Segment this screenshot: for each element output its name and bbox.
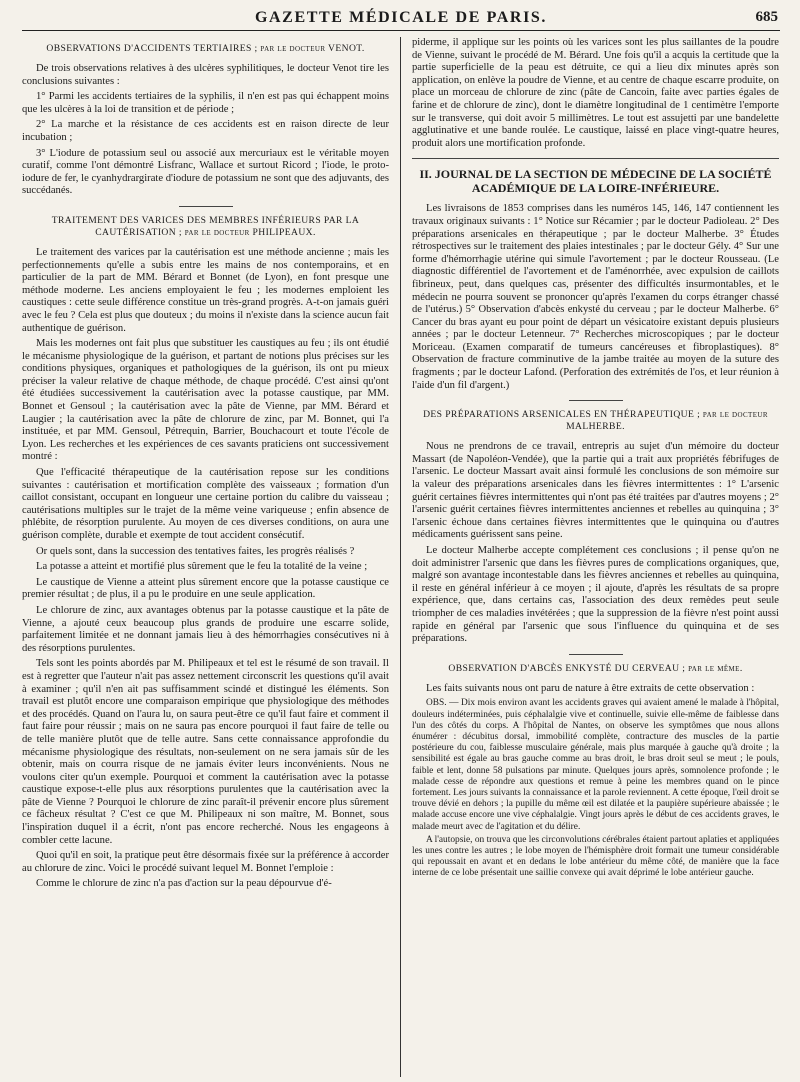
journal-section-title: II. JOURNAL DE LA SECTION DE MÉDECINE DE LA SOCIÉTÉ ACADÉMIQUE DE LA LOIRE-INFÉRIEURE. (419, 167, 772, 196)
paragraph: Le chlorure de zinc, aux avantages obtenus par la potasse caustique et la pâte de Vienne, a ajouté ceux beaucoup plus grands de produire une escarre solide, parfaitement limitée et ne donnant jamais lieu à des hémorrhagies consécutives ni à des résorptions purulentes. (22, 604, 389, 654)
paragraph: 2° La marche et la résistance de ces accidents est en raison directe de leur incubation ; (22, 119, 389, 143)
paragraph: OBS. — Dix mois environ avant les accidents graves qui avaient amené le malade à l'hôpital, douleurs indéterminées, puis céphalalgie vive et continuelle, suivie elle-même de faiblesse dans l'un des côtés du corps. A l'hôpital de Nantes, on observe les symptômes que nous allons énumérer : décubitus dorsal, immobilité complète, contracture des muscles de la partie postérieure du cou, faiblesse musculaire générale, mais plus marquée à gauche qu'à droite ; la sensibilité est égale au bras gauche comme au bras droit, le bras droit seul se meut ; le pouls, faible et lent, donne 58 pulsations par minute. Quelques jours après, somnolence profonde ; le malade cesse de répondre aux questions et remue à peine les membres quand on le pince fortement. Les jours suivants la connaissance et la parole reviennent. A cette époque, l'œil droit se trouve dévié en dehors ; la pupille du même œil est dilatée et la paupière supérieure abaissée ; le malade accuse encore une vive céphalalgie. Vingt jours après le début de ces accidents graves, le malade meurt avec de l'agitation et du délire. (412, 698, 779, 832)
section-divider (179, 206, 233, 207)
paragraph: Or quels sont, dans la succession des tentatives faites, les progrès réalisés ? (36, 545, 355, 557)
paragraph: Les livraisons de 1853 comprises dans les numéros 145, 146, 147 contiennent les travaux originaux suivants : 1° Notice sur Récamier ; par le docteur Padioleau. 2° Des préparations arsenicales en thérapeutique ; par le docteur Malherbe. 3° Études rétrospectives sur le traitement des plaies intestinales ; par le docteur Gély. 4° Sur une forme d'hémorrhagie utérine qui simule l'avortement ; par le docteur Rousseau. (Le diagnostic différentiel de l'avortement et de l'aménorrhée, avec expulsion de caillots fibrineux, peut, dans quelques cas, présenter des difficultés insurmontables, et le médecin ne pourra souvent se prononcer qu'après l'examen du corps étranger chassé de l'utérus.) 5° Observation d'abcès enkysté du cerveau ; par le docteur Malherbe. 6° Cancer du bras ayant eu pour point de départ un vésicatoire existant depuis plusieurs années ; par le docteur Letenneur. 7° Recherches microscopiques ; par le docteur Moriceau. (Examen comparatif de tumeurs cancéreuses et fibroplastiques). 8° Observation de fracture comminutive de la jambe traitée au moyen de la suture des fragments ; par le docteur Lafond. (Perforation des extrémités de l'os, et leur réunion à l'aide d'un fil d'argent.) (412, 203, 779, 391)
paragraph: Nous ne prendrons de ce travail, entrepris au sujet d'un mémoire du docteur Massart (de Napoléon-Vendée), que la partie qui a trait aux propriétés fébrifuges de l'arsenic. Le docteur Massart avait ainsi formulé les conclusions de son mémoire sur la valeur des préparations arsenicales dans les fièvres intermittentes : 1° L'arsenic guérit certaines fièvres intermittentes qui n'ont pas été traitées par d'autres moyens ; 2° l'arsenic guérit certaines fièvres intermittentes anciennes et rebelles au quinquina ; 3° l'arsenic échoue dans certaines fièvres intermittentes que le quinquina ou d'autres médicaments guérissent sans peine. (412, 441, 779, 541)
column-rule (400, 37, 401, 1077)
paragraph: piderme, il applique sur les points où les varices sont les plus saillantes de la poudre de Vienne, suivant le procédé de M. Bérard. Une fois qu'il a acquis la certitude que la partie superficielle de la peau est détruite, ce qui a lieu dix minutes après son application, on enlève la poudre de Vienne, et au centre de chaque escarre produite, on place un morceau de chlorure de zinc (pâte de Cancoin, faite avec parties égales de farine et de chlorure de zinc), dont le diamètre longitudinal de 1 centimètre l'emporte sur le transverse, qui doit avoir 5 millimètres. Le tout est assujetti par une bandelette agglutinative et une bande roulée. Le caustique, laissé en place vingt-quatre heures, produit alors une mortification profonde. (412, 37, 779, 149)
paragraph: Quoi qu'il en soit, la pratique peut être désormais fixée sur la préférence à accorder au chlorure de zinc. Voici le procédé suivant lequel M. Bonnet l'emploie : (22, 850, 389, 874)
observation-block (412, 698, 779, 879)
section-divider (569, 400, 623, 401)
page-number: 685 (755, 9, 778, 25)
section-divider (412, 158, 779, 159)
paragraph: 3° L'iodure de potassium seul ou associé aux mercuriaux est le véritable moyen curatif, comme l'ont démontré Lisfranc, Wallace et surtout Ricord ; l'iode, le proto-iodure de fer, le cyanhydrargirate d'iodure de potassium ne sont que des adjuvants, des succédanés. (22, 147, 389, 197)
paragraph: Le docteur Malherbe accepte complétement ces conclusions ; il pense qu'on ne doit administrer l'arsenic que dans les fièvres pures de complications organiques, que, malgré son avantage incontestable dans les fièvres anciennes et rebelles au quinquina, il reste en général inférieur à ce moyen ; il ajoute, d'après les résultats de sa propre expérience, que, dans certains cas, l'association des deux remèdes peut seule triompher de ces maladies invétérées ; que la suppression de la fièvre n'est point aussi rapide en général par l'arsenic que sous l'influence du quinquina et de ses préparations. (412, 545, 779, 645)
paragraph: Comme le chlorure de zinc n'a pas d'action sur la peau dépourvue d'é- (36, 878, 332, 890)
two-column-body (22, 37, 780, 1077)
paragraph: De trois observations relatives à des ulcères syphilitiques, le docteur Venot tire les conclusions suivantes : (22, 63, 389, 87)
journal-title: GAZETTE MÉDICALE DE PARIS. (254, 9, 547, 26)
paragraph: 1° Parmi les accidents tertiaires de la syphilis, il n'en est pas qui échappent moins que les ulcères à la loi de transition et de période ; (22, 91, 389, 115)
paragraph: Les faits suivants nous ont paru de nature à être extraits de cette observation : (426, 682, 755, 694)
section-title-tertiary: OBSERVATIONS D'ACCIDENTS TERTIAIRES ; par le docteur VENOT. (46, 43, 365, 54)
paragraph: Le traitement des varices par la cautérisation est une méthode ancienne ; mais les perfectionnements qu'elle a subis entre les mains de nos contemporains, et en particulier de la part de MM. Bérard et Bonnet (de Lyon), en font presque une méthode moderne. Les anciens employaient le feu ; les modernes emploient les caustiques : cette seule différence constitue un très-grand progrès. A-t-on jamais guéri avec le feu ? Cela est plus que douteux ; du moins il n'existe dans la science aucun fait authentique de guérison. (22, 246, 389, 334)
paragraph: Le caustique de Vienne a atteint plus sûrement encore que la potasse caustique ce premier résultat ; de plus, il a pu le produire en une seule application. (22, 576, 389, 601)
paragraph: Que l'efficacité thérapeutique de la cautérisation repose sur les conditions suivantes : cautérisation et mortification complète des vaisseaux ; formation d'un caillot consistant, occupant en longueur une certaine portion du calibre du vaisseau ; cautérisations multiples sur le trajet de la même veine variqueuse ; enfin absence de phlébite, de résorption purulente. Au moyen de ces diverses conditions, on aura une guérison complète, durable et exempte de tout accident consécutif. (22, 467, 389, 541)
left-column (22, 37, 397, 1077)
section-title-varices: TRAITEMENT DES VARICES DES MEMBRES INFÉRIEURS PAR LA CAUTÉRISATION ; par le docteur PHILIPEAUX. (51, 214, 360, 238)
paragraph: A l'autopsie, on trouva que les circonvolutions cérébrales étaient partout aplaties et appliquées les unes contre les autres ; le lobe moyen de l'hémisphère droit formait une tumeur considérable qui repoussait en avant et en dedans le lobe antérieur du même côté, de manière que la face interne de ce lobe présentait une saillie convexe qui avait déprimé le lobe antérieur gauche. (412, 834, 779, 879)
section-title-arsenic: DES PRÉPARATIONS ARSENICALES EN THÉRAPEUTIQUE ; par le docteur MALHERBE. (423, 409, 768, 433)
section-title-abces: OBSERVATION D'ABCÈS ENKYSTÉ DU CERVEAU ; par le même. (448, 662, 743, 674)
paragraph: La potasse a atteint et mortifié plus sûrement que le feu la totalité de la veine ; (36, 561, 368, 573)
section-divider (569, 654, 623, 655)
right-column (404, 37, 779, 1077)
page-header (22, 6, 780, 31)
paragraph: Tels sont les points abordés par M. Philipeaux et tel est le résumé de son travail. Il est à regretter que l'auteur n'ait pas assez nettement circonscrit les questions qu'il avait à examiner ; qu'il n'en ait pas suffisamment scindé et distingué les éléments. Son travail est plutôt encore une comparaison empirique que physiologique des méthodes et des procédés. Quand on l'aura lu, on saura peut-être ce qu'il faut faire et comment il faut faire pour réussir ; mais on ne saura pas encore pourquoi il faut faire de telle ou de telle manière plutôt que de telle autre. Sans cette connaissance approfondie du mécanisme physiologique des résultats, non-seulement on ne sera jamais sûr de les obtenir, mais on courra risque de ne jamais éviter leurs inconvénients. Nous ne voulons citer qu'un exemple. Pourquoi et comment la cautérisation avec la potasse caustique expose-t-elle plus aux résorptions purulentes que la cautérisation avec la pâte de Vienne ? Pourquoi le chlorure de zinc paraît-il prévenir encore plus sûrement ce fâcheux résultat ? C'est ce que M. Philipeaux ni son maître, M. Bonnet, sous l'inspiration duquel il a écrit, n'ont pas encore recherché. Nous les engageons à combler cette lacune. (22, 658, 389, 846)
paragraph: Mais les modernes ont fait plus que substituer les caustiques au feu ; ils ont étudié le mécanisme physiologique de la guérison, et partant de notions plus précises sur les conditions physiques, organiques et pathologiques de la guérison, ils ont pu mieux préciser la valeur relative de chaque méthode, de chaque procédé. C'est ainsi qu'ont été étudiées successivement la cautérisation avec la potasse caustique, par MM. Bonnet et Gensoul ; la cautérisation avec la pâte de Vienne, par MM. Bérard et Laugier ; la cautérisation avec la pâte de chlorure de zinc, par M. Bonnet, qui l'a instituée, et par MM. Gensoul, Pétrequin, Barrier, Bouchacourt et toute l'école de Lyon. Les recherches et les expériences de ces savants praticiens ont successivement montré : (22, 338, 389, 463)
